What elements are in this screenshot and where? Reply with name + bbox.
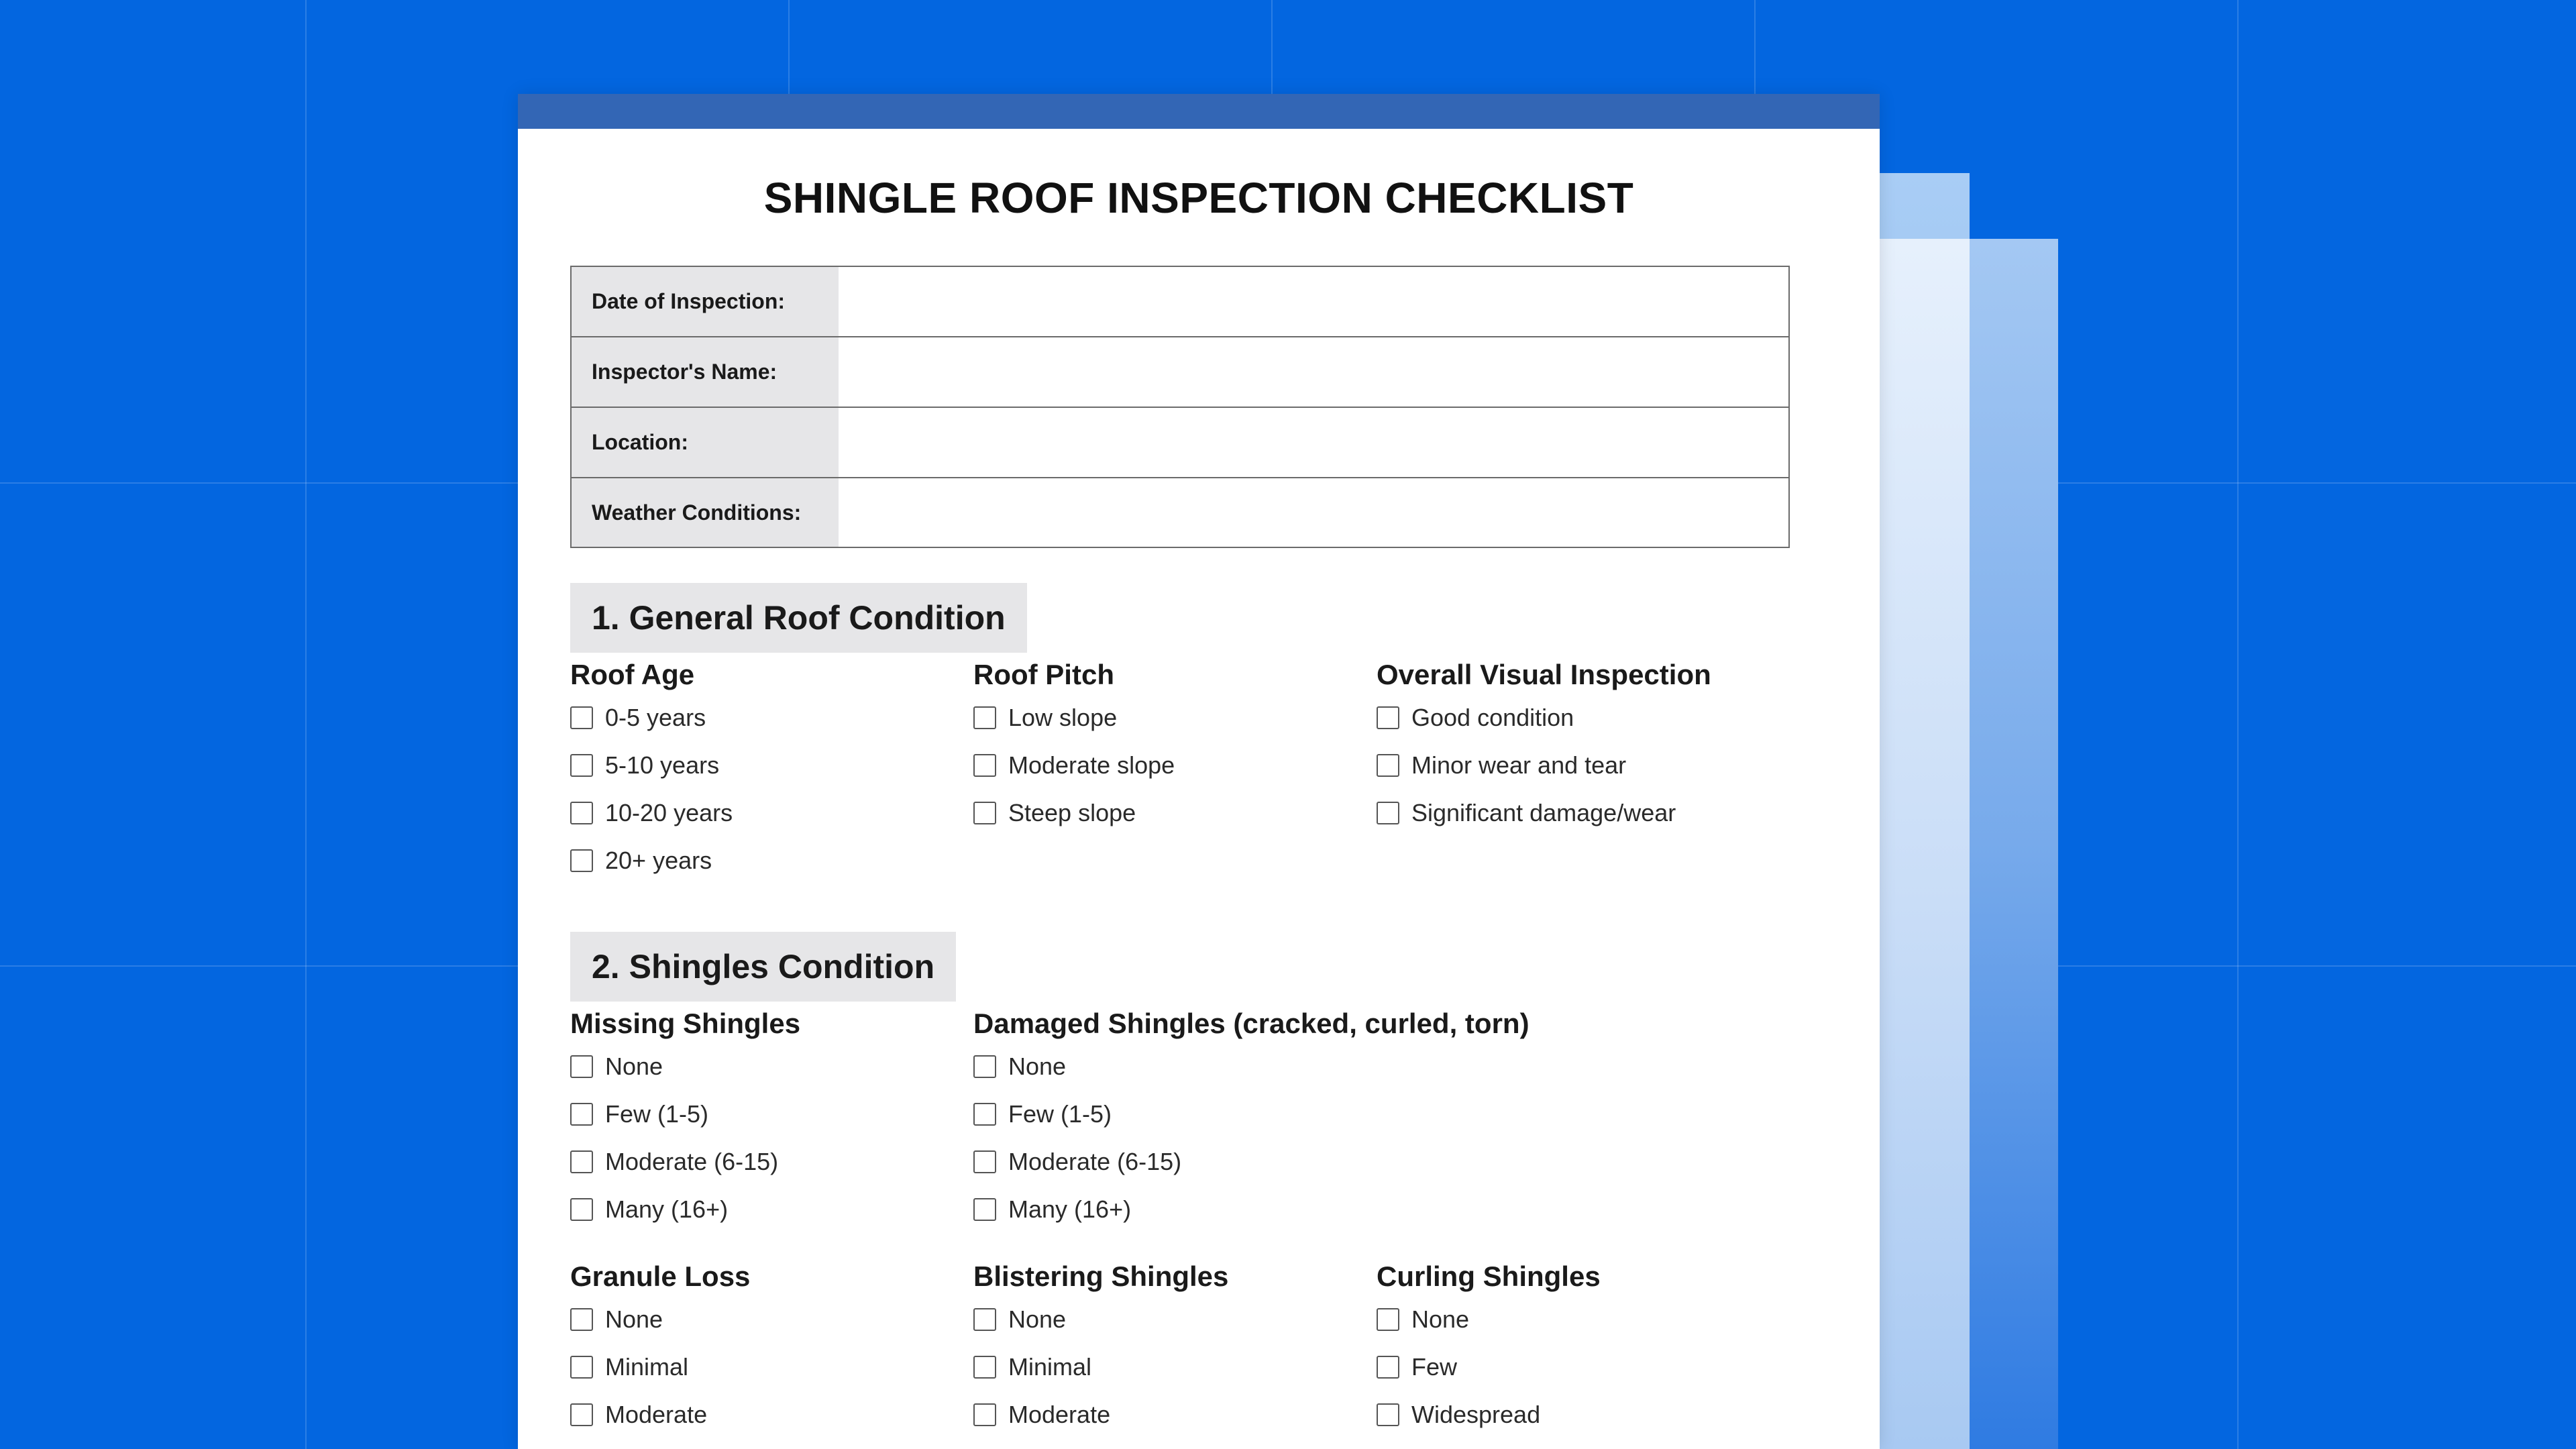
- info-label: Location:: [572, 408, 839, 477]
- checkbox-option[interactable]: [973, 1391, 1228, 1438]
- option-label: 0-5 years: [605, 703, 706, 731]
- document-header-bar: [518, 94, 1880, 129]
- group-title: Blistering Shingles: [973, 1260, 1229, 1292]
- group-title: Curling Shingles: [1377, 1260, 1601, 1292]
- option-label: None: [1008, 1305, 1067, 1333]
- bg-gridline: [2237, 0, 2239, 1449]
- checkbox-option[interactable]: [570, 1185, 800, 1233]
- weather-conditions-field[interactable]: [839, 478, 1788, 547]
- checkbox[interactable]: [1377, 706, 1399, 729]
- checkbox[interactable]: [973, 1103, 996, 1126]
- option-label: Widespread: [1411, 1400, 1541, 1428]
- checkbox[interactable]: [973, 1150, 996, 1173]
- group-title: Roof Age: [570, 659, 695, 690]
- checkbox[interactable]: [1377, 1308, 1399, 1331]
- info-row-inspector: [572, 337, 1788, 408]
- option-label: Moderate (6-15): [605, 1147, 779, 1175]
- option-label: Few: [1411, 1352, 1458, 1381]
- checkbox-option[interactable]: [570, 789, 733, 837]
- option-label: Few (1-5): [605, 1099, 709, 1128]
- checkbox-option[interactable]: [570, 741, 733, 789]
- checklist-document: [518, 94, 1880, 1449]
- blistering-shingles-group: [973, 1258, 1228, 1438]
- checkbox-option[interactable]: [973, 1343, 1228, 1391]
- checkbox[interactable]: [570, 802, 593, 824]
- checkbox-option[interactable]: [1377, 1295, 1601, 1343]
- back-page-sheet: [1970, 239, 2058, 1449]
- damaged-shingles-group: [973, 1005, 1529, 1233]
- option-label: Many (16+): [605, 1195, 729, 1223]
- checkbox[interactable]: [973, 1356, 996, 1379]
- option-label: Moderate (6-15): [1008, 1147, 1182, 1175]
- option-label: None: [605, 1052, 663, 1080]
- checkbox-option[interactable]: [973, 694, 1175, 741]
- curling-shingles-group: [1377, 1258, 1601, 1438]
- checkbox[interactable]: [570, 1055, 593, 1078]
- checkbox[interactable]: [570, 1356, 593, 1379]
- overall-visual-inspection-group: [1377, 656, 1711, 837]
- granule-loss-group: [570, 1258, 750, 1438]
- option-label: 5-10 years: [605, 751, 720, 779]
- group-title: Missing Shingles: [570, 1008, 801, 1039]
- checkbox-option[interactable]: [570, 1090, 800, 1138]
- roof-age-group: [570, 656, 733, 884]
- group-title: Overall Visual Inspection: [1377, 659, 1711, 690]
- location-field[interactable]: [839, 408, 1788, 477]
- option-label: None: [1008, 1052, 1067, 1080]
- option-label: Good condition: [1411, 703, 1574, 731]
- checkbox-option[interactable]: [973, 741, 1175, 789]
- roof-pitch-group: [973, 656, 1175, 837]
- checkbox-option[interactable]: [1377, 1391, 1601, 1438]
- info-label: Inspector's Name:: [572, 337, 839, 407]
- missing-shingles-group: [570, 1005, 800, 1233]
- checkbox[interactable]: [570, 1308, 593, 1331]
- option-label: Moderate slope: [1008, 751, 1175, 779]
- info-label: Date of Inspection:: [572, 267, 839, 336]
- option-label: Moderate: [605, 1400, 708, 1428]
- checkbox[interactable]: [1377, 1356, 1399, 1379]
- checkbox[interactable]: [973, 1308, 996, 1331]
- option-label: Minimal: [1008, 1352, 1092, 1381]
- info-row-weather: [572, 478, 1788, 547]
- section-heading: 1. General Roof Condition: [570, 583, 1027, 653]
- inspector-name-field[interactable]: [839, 337, 1788, 407]
- checkbox-option[interactable]: [570, 1295, 750, 1343]
- back-page-sheet: [1878, 239, 1970, 1449]
- checkbox-option[interactable]: [570, 1343, 750, 1391]
- group-title: Roof Pitch: [973, 659, 1114, 690]
- checkbox-option[interactable]: [570, 1138, 800, 1185]
- checkbox[interactable]: [973, 1055, 996, 1078]
- checkbox-option[interactable]: [973, 1185, 1529, 1233]
- checkbox-option[interactable]: [1377, 789, 1711, 837]
- checkbox-option[interactable]: [570, 694, 733, 741]
- option-label: 10-20 years: [605, 798, 733, 826]
- checkbox[interactable]: [1377, 754, 1399, 777]
- option-label: Steep slope: [1008, 798, 1136, 826]
- option-label: Moderate: [1008, 1400, 1111, 1428]
- checkbox[interactable]: [570, 1150, 593, 1173]
- checkbox-option[interactable]: [973, 1090, 1529, 1138]
- checkbox-option[interactable]: [973, 1295, 1228, 1343]
- checkbox-option[interactable]: [570, 1391, 750, 1438]
- option-label: Minimal: [605, 1352, 689, 1381]
- info-row-location: [572, 408, 1788, 478]
- checkbox[interactable]: [570, 1403, 593, 1426]
- checkbox[interactable]: [570, 1198, 593, 1221]
- date-of-inspection-field[interactable]: [839, 267, 1788, 336]
- info-row-date: [572, 267, 1788, 337]
- checkbox[interactable]: [1377, 1403, 1399, 1426]
- checkbox[interactable]: [570, 754, 593, 777]
- checkbox[interactable]: [570, 1103, 593, 1126]
- checkbox[interactable]: [570, 849, 593, 872]
- info-label: Weather Conditions:: [572, 478, 839, 547]
- checkbox[interactable]: [973, 1403, 996, 1426]
- option-label: None: [605, 1305, 663, 1333]
- checkbox[interactable]: [570, 706, 593, 729]
- checkbox-option[interactable]: [973, 789, 1175, 837]
- checkbox[interactable]: [973, 706, 996, 729]
- option-label: Minor wear and tear: [1411, 751, 1627, 779]
- checkbox-option[interactable]: [1377, 741, 1711, 789]
- checkbox-option[interactable]: [1377, 1343, 1601, 1391]
- checkbox[interactable]: [1377, 802, 1399, 824]
- group-title: Granule Loss: [570, 1260, 751, 1292]
- checkbox[interactable]: [973, 802, 996, 824]
- checkbox-option[interactable]: [973, 1042, 1529, 1090]
- inspection-info-table: [570, 266, 1790, 548]
- checkbox[interactable]: [973, 1198, 996, 1221]
- bg-gridline: [305, 0, 307, 1449]
- option-label: None: [1411, 1305, 1470, 1333]
- checkbox-option[interactable]: [1377, 694, 1711, 741]
- group-title: Damaged Shingles (cracked, curled, torn): [973, 1008, 1529, 1039]
- checkbox-option[interactable]: [570, 1042, 800, 1090]
- option-label: Significant damage/wear: [1411, 798, 1676, 826]
- option-label: Few (1-5): [1008, 1099, 1112, 1128]
- option-label: 20+ years: [605, 846, 712, 874]
- checkbox-option[interactable]: [570, 837, 733, 884]
- checkbox-option[interactable]: [973, 1138, 1529, 1185]
- option-label: Many (16+): [1008, 1195, 1132, 1223]
- section-heading: 2. Shingles Condition: [570, 932, 956, 1002]
- document-title: SHINGLE ROOF INSPECTION CHECKLIST: [763, 174, 1634, 222]
- option-label: Low slope: [1008, 703, 1118, 731]
- checkbox[interactable]: [973, 754, 996, 777]
